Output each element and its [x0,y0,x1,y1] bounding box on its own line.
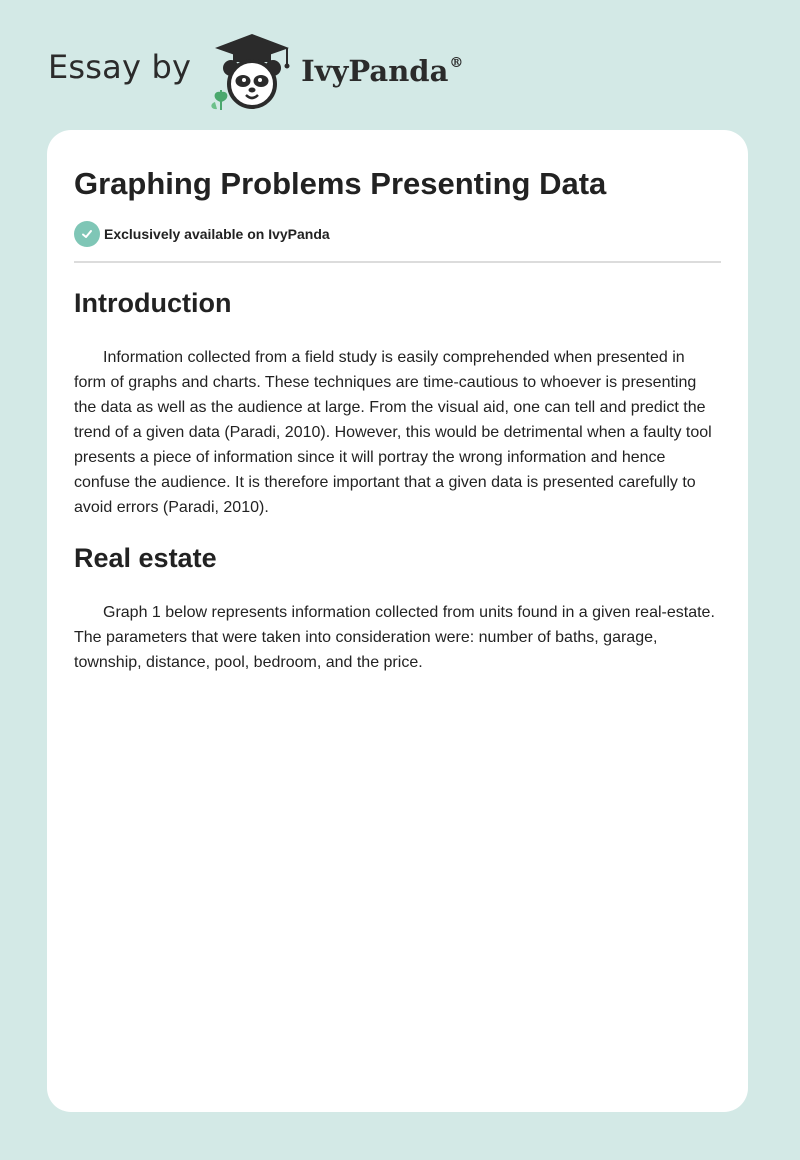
essay-card [47,130,748,1112]
brand-prefix: Essay by [48,48,192,86]
brand-name[interactable] [301,54,463,88]
registered-mark: ® [449,55,464,71]
page-title: Graphing Problems Presenting Data [74,166,607,201]
brand-name-text: IvyPanda [301,54,449,88]
site-header [48,30,463,110]
section-heading: Introduction [74,288,232,318]
exclusive-badge [74,220,721,248]
section-heading: Real estate [74,543,217,573]
section-paragraph: Graph 1 below represents information collected from units found in a given real-estate. The parameters that were taken into consideration were: number of baths, garage, township, distance, pool, bedroom, and the price. [74,604,715,671]
section-real-estate [74,542,721,675]
badge-text: Exclusively available on IvyPanda [104,226,330,242]
check-icon [74,221,100,247]
divider [74,261,721,263]
panda-logo-icon[interactable] [207,30,297,110]
section-paragraph: Information collected from a field study is easily comprehended when presented in form of graphs and charts. These techniques are time-cautious to whoever is presenting the data as well as the audience at large. From the visual aid, one can tell and predict the trend of a given data (Paradi, 2010). However, this would be detrimental when a faulty tool presents a piece of information since it will portray the wrong information and hence confuse the audience. It is therefore important that a given data is presented carefully to avoid errors (Paradi, 2010). [74,349,712,516]
section-introduction [74,287,721,520]
